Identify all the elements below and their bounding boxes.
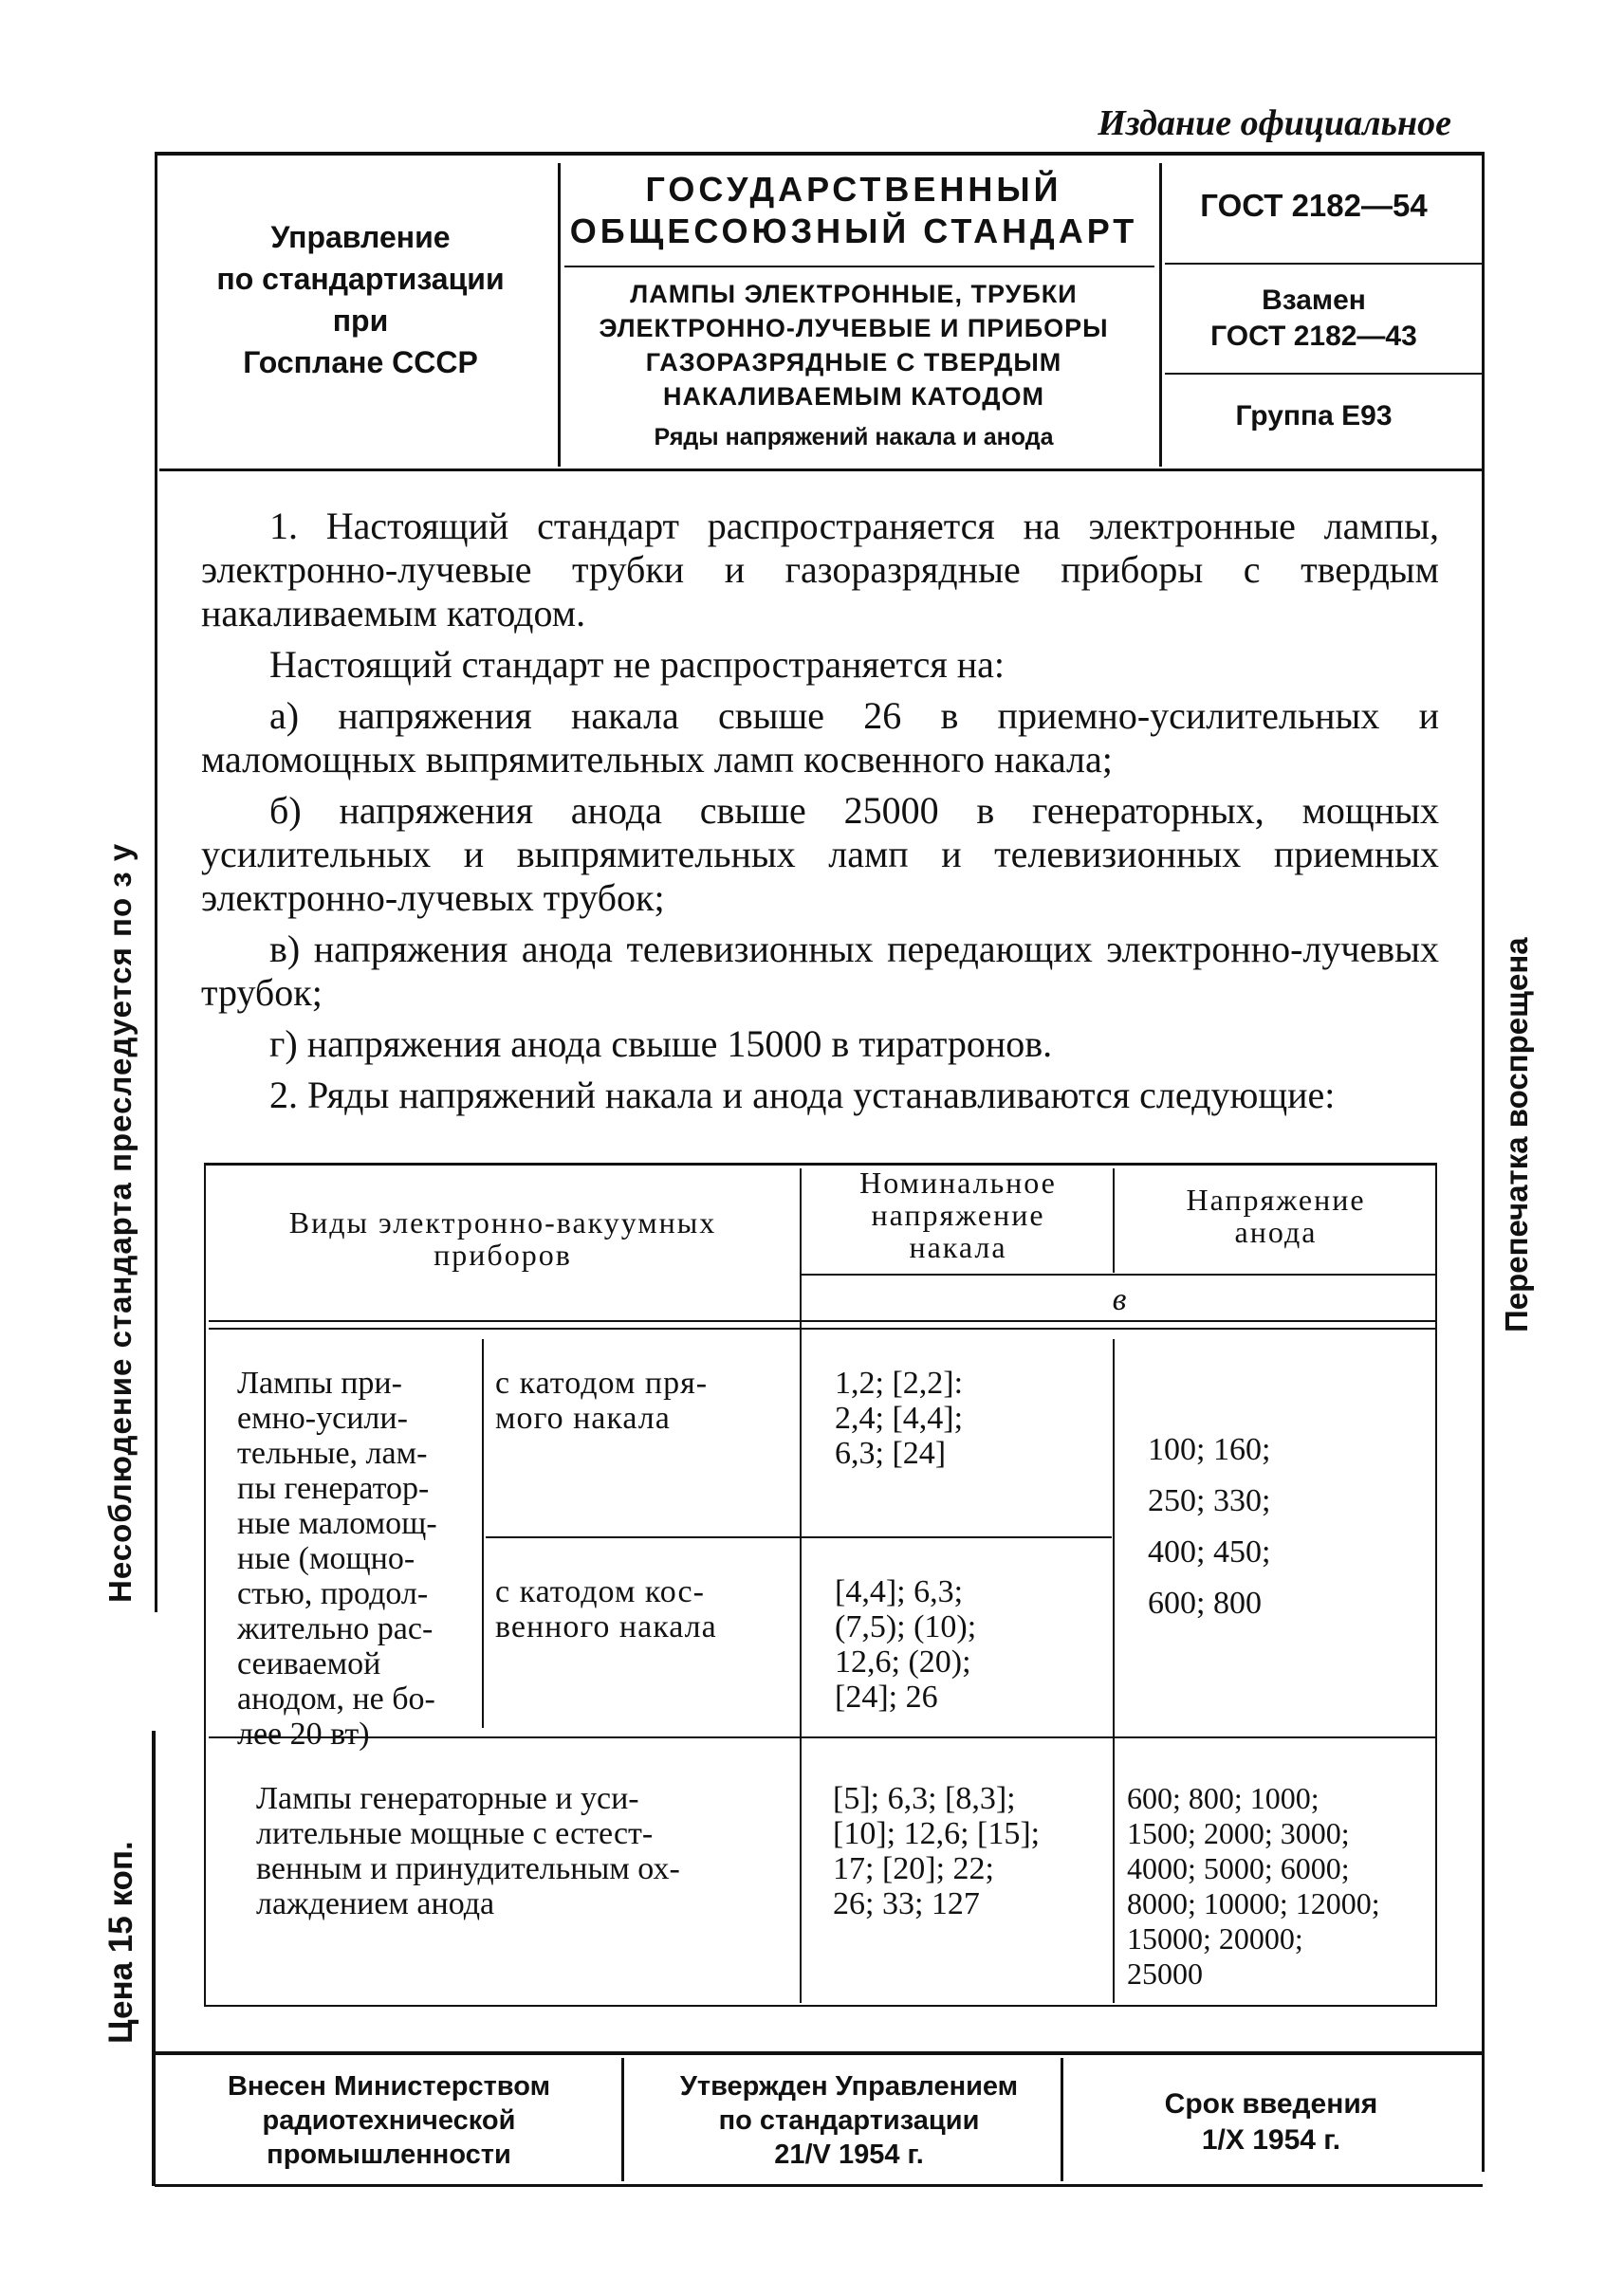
title-line: ЭЛЕКТРОННО-ЛУЧЕВЫЕ И ПРИБОРЫ xyxy=(599,314,1109,342)
paragraph-series: 2. Ряды напряжений накала и анода устанавливаются следующие: xyxy=(269,1074,1336,1116)
cell-line: 25000 xyxy=(1127,1956,1203,1991)
header-line: Напряжение xyxy=(1186,1183,1366,1217)
table-subrow-rule xyxy=(486,1536,1112,1538)
title-line: НАКАЛИВАЕМЫМ КАТОДОМ xyxy=(662,382,1045,411)
cell-line: 15000; 20000; xyxy=(1127,1921,1303,1956)
header-filament-voltage xyxy=(806,1166,1110,1263)
cell-line: с катодом пря- xyxy=(495,1366,709,1401)
label-line: Лампы генераторные и уси- xyxy=(256,1781,639,1816)
cell-line: 17; [20]; 22; xyxy=(833,1851,994,1886)
group1-label xyxy=(237,1366,479,1752)
table-head-rule-2 xyxy=(209,1328,1435,1330)
approved-by xyxy=(631,2069,1067,2172)
table-col-rule-2b xyxy=(1113,1339,1115,2003)
body-text xyxy=(201,505,1439,1125)
label-line: емно-усили- xyxy=(237,1401,408,1436)
footer-line: радиотехнической xyxy=(262,2105,516,2136)
cell-line: с катодом кос- xyxy=(495,1574,705,1609)
footer-line: Внесен Министерством xyxy=(227,2071,551,2102)
agency-line: при xyxy=(332,303,389,338)
cell-line: (7,5); (10); xyxy=(835,1609,977,1644)
title-line: ЛАМПЫ ЭЛЕКТРОННЫЕ, ТРУБКИ xyxy=(630,280,1078,308)
group2-anode xyxy=(1127,1781,1435,1992)
replaces-line: ГОСТ 2182—43 xyxy=(1210,321,1417,352)
gost-number: ГОСТ 2182—54 xyxy=(1200,188,1428,223)
group-code: Группа Е93 xyxy=(1235,400,1393,432)
cell-line: 4000; 5000; 6000; xyxy=(1127,1851,1350,1885)
footer-line: 1/X 1954 г. xyxy=(1201,2124,1341,2156)
group1-anode xyxy=(1148,1424,1423,1629)
label-line: пы генератор- xyxy=(237,1471,430,1506)
table-subcol-rule xyxy=(482,1339,484,1728)
footer-line: Срок введения xyxy=(1164,2088,1378,2120)
cell-line: 250; 330; xyxy=(1148,1483,1271,1518)
header-title-rule xyxy=(564,266,1154,267)
cell-line: 1,2; [2,2]: xyxy=(835,1366,964,1401)
header-line: приборов xyxy=(434,1238,572,1272)
cell-line: 600; 800 xyxy=(1148,1586,1262,1621)
header-line: Номинальное xyxy=(859,1166,1057,1200)
table-top-rule xyxy=(204,1163,1437,1166)
cell-line: 1500; 2000; 3000; xyxy=(1127,1816,1350,1850)
cell-line: 26; 33; 127 xyxy=(833,1886,980,1921)
footer-bottom-rule xyxy=(155,2184,1483,2187)
header-divider-1 xyxy=(558,163,561,467)
paragraph-exclusion-a: а) напряжения накала свыше 26 в приемно-усилительных и маломощных выпрямительных ламп косвенного накала; xyxy=(201,694,1439,781)
footer-divider-1 xyxy=(621,2058,624,2181)
paragraph-exclusion-g: г) напряжения анода свыше 15000 в тиратронов. xyxy=(269,1022,1053,1065)
label-line: венным и принудительным ох- xyxy=(256,1851,680,1886)
cell-line: 100; 160; xyxy=(1148,1432,1271,1467)
standard-type-line: ГОСУДАРСТВЕННЫЙ xyxy=(645,170,1062,209)
document-title xyxy=(569,277,1138,413)
agency-line: Управление xyxy=(270,220,451,254)
table-col-rule-1 xyxy=(800,1168,802,2003)
agency-line: по стандартизации xyxy=(216,262,505,296)
header-device-types xyxy=(213,1206,792,1271)
header-line: напряжение xyxy=(871,1198,1045,1232)
side-label-price: Цена 15 коп. xyxy=(102,1841,139,2044)
table-head-rule-1 xyxy=(209,1320,1435,1322)
label-line: лее 20 вт) xyxy=(237,1717,370,1752)
agency-line: Госплане СССР xyxy=(243,345,478,379)
footer-line: Утвержден Управлением xyxy=(679,2071,1019,2102)
header-group-rule xyxy=(1165,373,1483,375)
cell-line: [10]; 12,6; [15]; xyxy=(833,1816,1041,1851)
paragraph-exclusion-b: б) напряжения анода свыше 25000 в генераторных, мощных усилительных и выпрямительных ламп и телевизионных приемных электронно-лучевых трубок; xyxy=(201,789,1439,919)
side-label-reprint: Перепечатка воспрещена xyxy=(1499,937,1534,1332)
table-right-rule xyxy=(1435,1163,1437,2007)
cell-line: 12,6; (20); xyxy=(835,1644,971,1680)
title-line: ГАЗОРАЗРЯДНЫЕ С ТВЕРДЫМ xyxy=(645,348,1062,377)
cell-line: мого накала xyxy=(495,1401,671,1436)
left-price-rule xyxy=(152,1731,156,2186)
cell-line: 2,4; [4,4]; xyxy=(835,1401,964,1436)
footer-line: по стандартизации xyxy=(718,2105,980,2136)
label-line: жительно рас- xyxy=(237,1611,434,1646)
right-frame-rule xyxy=(1482,152,1485,2172)
table-left-rule xyxy=(204,1163,206,2007)
standard-type-line: ОБЩЕСОЮЗНЫЙ СТАНДАРТ xyxy=(569,211,1138,250)
label-line: лительные мощные с естест- xyxy=(256,1816,654,1851)
label-line: ные маломощ- xyxy=(237,1506,437,1541)
effective-date xyxy=(1072,2086,1470,2158)
row1-cathode xyxy=(495,1366,794,1436)
table-col-rule-2a xyxy=(1113,1168,1115,1273)
header-bottom-rule xyxy=(159,468,1483,471)
cell-line: [24]; 26 xyxy=(835,1680,938,1715)
label-line: стью, продол- xyxy=(237,1576,429,1611)
group2-filament xyxy=(833,1781,1110,1921)
paragraph-exclusions-intro: Настоящий стандарт не распространяется на: xyxy=(269,643,1006,686)
header-anode-voltage xyxy=(1119,1184,1432,1248)
group2-label xyxy=(256,1781,792,1921)
table-bottom-rule xyxy=(204,2005,1437,2007)
label-line: тельные, лам- xyxy=(237,1436,428,1471)
unit-volts: в xyxy=(1112,1282,1127,1317)
paragraph-exclusion-v: в) напряжения анода телевизионных передающих электронно-лучевых трубок; xyxy=(201,928,1439,1014)
paragraph-scope: 1. Настоящий стандарт распространяется на электронные лампы, электронно-лучевые трубки и газоразрядные приборы с твердым накаливаемым катодом. xyxy=(201,505,1439,634)
header-divider-2 xyxy=(1159,163,1162,467)
row1-filament xyxy=(835,1366,1110,1471)
cell-line: 600; 800; 1000; xyxy=(1127,1781,1320,1815)
cell-line: венного накала xyxy=(495,1609,717,1644)
cell-line: 400; 450; xyxy=(1148,1534,1271,1570)
replaces-line: Взамен xyxy=(1262,285,1366,316)
footer-line: 21/V 1954 г. xyxy=(774,2140,924,2170)
header-top-rule xyxy=(155,152,1483,156)
edition-label: Издание официальное xyxy=(1098,103,1451,143)
header-line: накала xyxy=(909,1230,1007,1264)
label-line: сеиваемой xyxy=(237,1646,381,1681)
header-line: анода xyxy=(1234,1215,1318,1249)
label-line: Лампы при- xyxy=(237,1366,402,1401)
cell-line: 6,3; [24] xyxy=(835,1436,947,1471)
cell-line: 8000; 10000; 12000; xyxy=(1127,1886,1380,1920)
footer-line: промышленности xyxy=(267,2140,511,2170)
label-line: лаждением анода xyxy=(256,1886,495,1921)
cell-line: [4,4]; 6,3; xyxy=(835,1574,964,1609)
replaces-block xyxy=(1167,283,1461,355)
header-line: Виды электронно-вакуумных xyxy=(288,1205,717,1240)
table-unit-rule xyxy=(800,1274,1435,1276)
standard-type xyxy=(569,169,1138,252)
agency-block xyxy=(166,216,555,383)
label-line: анодом, не бо- xyxy=(237,1681,435,1717)
cell-line: [5]; 6,3; [8,3]; xyxy=(833,1781,1016,1816)
side-label-left-top: Несоблюдение стандарта преследуется по з у xyxy=(102,842,138,1603)
label-line: ные (мощно- xyxy=(237,1541,415,1576)
row2-filament xyxy=(835,1574,1110,1715)
document-subtitle: Ряды напряжений накала и анода xyxy=(654,424,1054,450)
introduced-by xyxy=(166,2069,612,2172)
row2-cathode xyxy=(495,1574,794,1644)
header-gost-rule xyxy=(1165,263,1483,265)
left-frame-rule xyxy=(155,152,157,1612)
footer-top-rule xyxy=(155,2051,1483,2055)
